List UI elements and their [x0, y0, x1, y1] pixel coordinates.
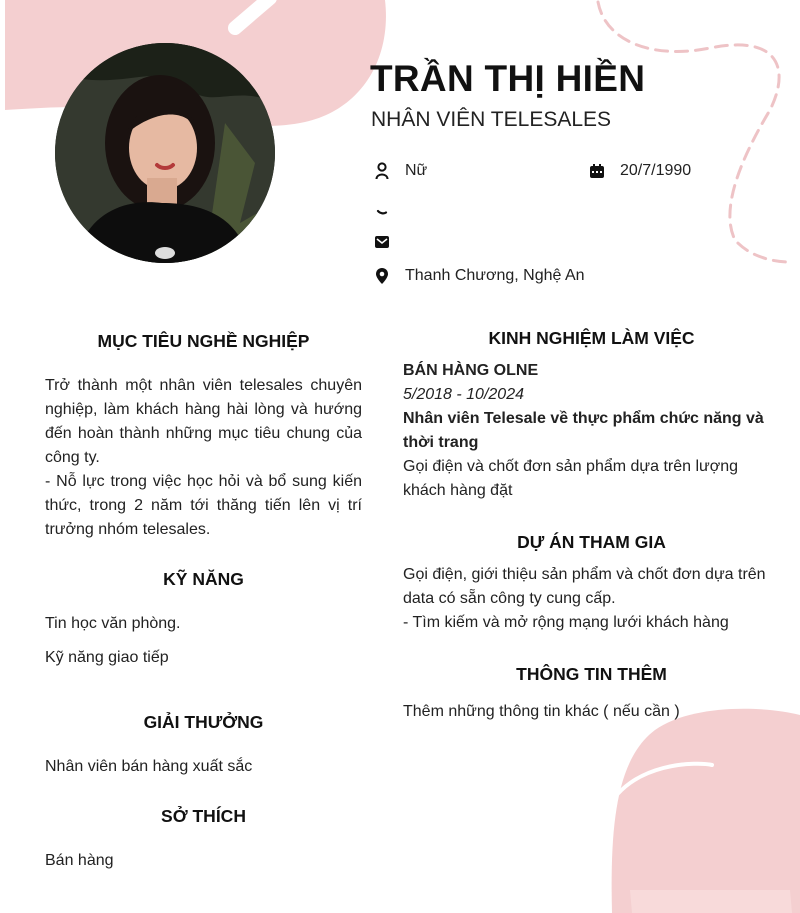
calendar-icon: [586, 160, 608, 182]
experience-company: BÁN HÀNG OLNE: [403, 362, 539, 379]
phone-icon: [371, 197, 393, 219]
location-pin-icon: [371, 265, 393, 287]
objective-title: MỤC TIÊU NGHỀ NGHIỆP: [97, 331, 310, 351]
skills-title: KỸ NĂNG: [163, 569, 244, 589]
experience-title: KINH NGHIỆM LÀM VIỆC: [488, 328, 695, 348]
awards-title: GIẢI THƯỞNG: [143, 712, 264, 732]
email-icon: [371, 231, 393, 253]
address-info: [371, 265, 585, 287]
experience-description: Gọi điện và chốt đơn sản phẩm dựa trên lượng khách hàng đặt: [403, 458, 739, 499]
hobbies-text: Bán hàng: [45, 852, 114, 869]
email-info: [371, 231, 405, 253]
birthday-info: [586, 160, 691, 182]
candidate-name: TRẦN THỊ HIỀN: [370, 58, 646, 99]
extra-info-text: Thêm những thông tin khác ( nếu cần ): [403, 703, 680, 720]
projects-text-2: - Tìm kiếm và mở rộng mạng lưới khách hàng: [403, 614, 729, 631]
extra-info-title: THÔNG TIN THÊM: [516, 664, 667, 684]
awards-text: Nhân viên bán hàng xuất sắc: [45, 758, 253, 775]
gender-info: [371, 160, 427, 182]
skill-item: Tin học văn phòng.: [45, 615, 181, 632]
address-text: Thanh Chương, Nghệ An: [405, 267, 585, 284]
hobbies-title: SỞ THÍCH: [161, 806, 246, 826]
experience-position: Nhân viên Telesale về thực phẩm chức năng và thời trang: [403, 410, 764, 451]
avatar: [55, 43, 275, 263]
projects-title: DỰ ÁN THAM GIA: [517, 532, 666, 552]
objective-text-2: - Nỗ lực trong việc học hỏi và bổ sung kiến thức, trong 2 năm tới thăng tiến lên vị trí trưởng nhóm telesales.: [45, 473, 362, 538]
job-title: NHÂN VIÊN TELESALES: [371, 108, 612, 131]
experience-period: 5/2018 - 10/2024: [403, 386, 524, 403]
birthday-text: 20/7/1990: [620, 162, 692, 179]
person-icon: [371, 160, 393, 182]
objective-text-1: Trở thành một nhân viên telesales chuyên nghiệp, làm khách hàng hài lòng và hướng đến hoàn thành những mục tiêu chung của công ty.: [45, 377, 362, 466]
projects-text-1: Gọi điện, giới thiệu sản phẩm và chốt đơn dựa trên data có sẵn công ty cung cấp.: [403, 566, 766, 607]
gender-text: Nữ: [405, 162, 428, 179]
phone-info: [371, 197, 405, 219]
skill-item: Kỹ năng giao tiếp: [45, 649, 169, 666]
